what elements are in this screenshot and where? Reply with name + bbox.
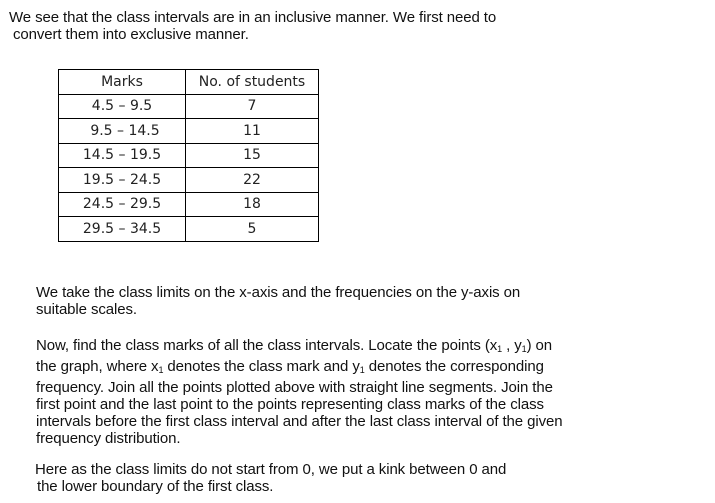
- cell-marks: 29.5 – 34.5: [59, 217, 186, 242]
- points-line-4: first point and the last point to the points representing class marks of the class: [36, 396, 544, 413]
- cell-marks: 24.5 – 29.5: [59, 192, 186, 217]
- points-paragraph: [36, 337, 562, 447]
- intro-paragraph: [9, 9, 496, 43]
- cell-marks: 14.5 – 19.5: [59, 143, 186, 168]
- header-students: No. of students: [186, 70, 319, 95]
- cell-students: 18: [186, 192, 319, 217]
- points-line-3: frequency. Join all the points plotted above with straight line segments. Join the: [36, 379, 553, 396]
- cell-students: 7: [186, 94, 319, 119]
- kink-line-2: the lower boundary of the first class.: [37, 478, 274, 495]
- cell-marks: 4.5 – 9.5: [59, 94, 186, 119]
- table-row: [59, 168, 319, 193]
- cell-students: 15: [186, 143, 319, 168]
- intro-line-1: We see that the class intervals are in an inclusive manner. We first need to: [9, 9, 497, 26]
- points-line-2: the graph, where $x_1$ denotes the class mark and $y_1$ denotes the corresponding: [36, 358, 544, 375]
- axes-line-1: We take the class limits on the x-axis and the frequencies on the y-axis on: [36, 284, 521, 301]
- points-line-6: frequency distribution.: [36, 430, 181, 447]
- intro-line-2: convert them into exclusive manner.: [13, 26, 249, 43]
- cell-marks: 19.5 – 24.5: [59, 168, 186, 193]
- points-line-1: Now, find the class marks of all the class intervals. Locate the points ($x_1$ , $y_1$) on: [36, 337, 553, 354]
- table-row: [59, 192, 319, 217]
- cell-students: 5: [186, 217, 319, 242]
- frequency-table: [58, 69, 319, 242]
- kink-line-1: Here as the class limits do not start from 0, we put a kink between 0 and: [35, 461, 507, 478]
- cell-students: 11: [186, 119, 319, 144]
- header-marks: Marks: [59, 70, 186, 95]
- axes-paragraph: [36, 284, 520, 318]
- table-row: [59, 94, 319, 119]
- table-row: [59, 119, 319, 144]
- table-row: [59, 143, 319, 168]
- cell-marks: 9.5 – 14.5: [59, 119, 186, 144]
- kink-paragraph: [35, 461, 506, 495]
- table-header-row: [59, 70, 319, 95]
- axes-line-2: suitable scales.: [36, 301, 137, 318]
- cell-students: 22: [186, 168, 319, 193]
- table-row: [59, 217, 319, 242]
- points-line-5: intervals before the first class interval and after the last class interval of the given: [36, 413, 563, 430]
